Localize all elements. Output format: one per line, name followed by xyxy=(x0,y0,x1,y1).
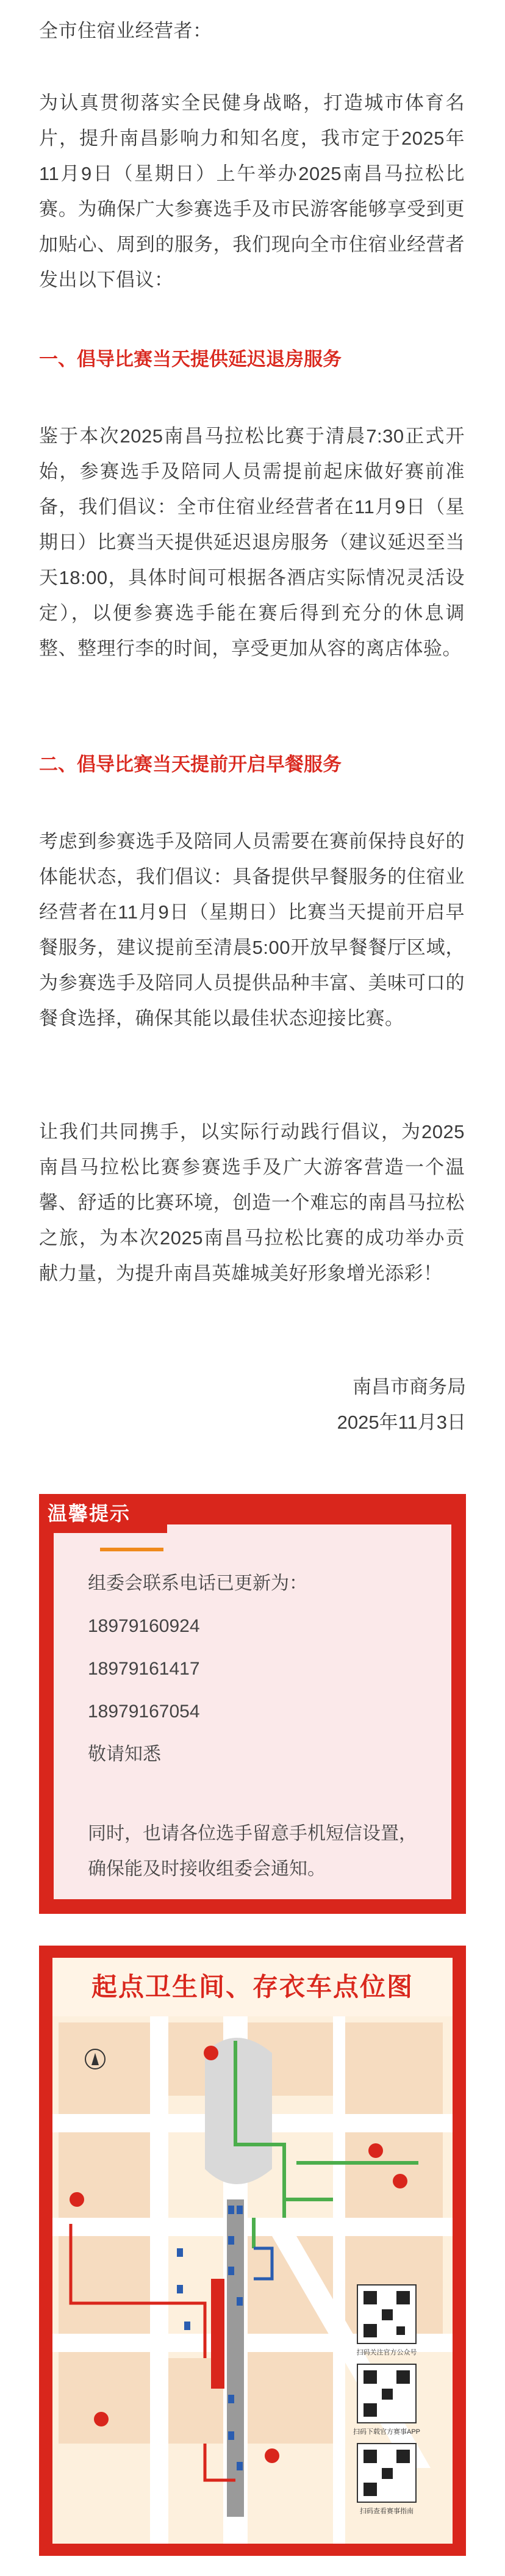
signature-org: 南昌市商务局 xyxy=(353,1376,466,1398)
qr2-caption: 扫码下载官方赛事APP xyxy=(353,2428,421,2436)
start-area-map xyxy=(52,2016,453,2544)
qr1-caption: 扫码关注官方公众号 xyxy=(356,2349,417,2356)
section1-paragraph: 鉴于本次2025南昌马拉松比赛于清晨7:30正式开始，参赛选手及陪同人员需提前起床做好赛前准备，我们倡议：全市住宿业经营者在11月9日（星期日）比赛当天提供延迟退房服务（建议延迟至当天18:00，具体时间可根据各酒店实际情况灵活设定），以便参赛选手能在赛后得到充分的休息调整、整理行李的时间，享受更加从容的离店体验。 xyxy=(39,425,465,659)
notice-phone-3: 18979167054 xyxy=(88,1701,200,1722)
notice-box xyxy=(39,1494,466,1914)
notice-line-sms: 同时，也请各位选手留意手机短信设置，确保能及时接收组委会通知。 xyxy=(88,1824,417,1879)
qr3-caption: 扫码查看赛事指南 xyxy=(360,2508,414,2515)
intro-paragraph: 为认真贯彻落实全民健身战略，打造城市体育名片，提升南昌影响力和知名度，我市定于2025年11月9日（星期日）上午举办2025南昌马拉松比赛。为确保广大参赛选手及市民游客能够享受到更加贴心、周到的服务，我们现向全市住宿业经营者发出以下倡议： xyxy=(39,92,465,290)
closing-paragraph: 让我们共同携手，以实际行动践行倡议，为2025南昌马拉松比赛参赛选手及广大游客营造一个温馨、舒适的比赛环境，创造一个难忘的南昌马拉松之旅，为本次2025南昌马拉松比赛的成功举办贡献力量，为提升南昌英雄城美好形象增光添彩！ xyxy=(39,1121,465,1284)
map-box xyxy=(39,1946,466,2556)
notice-phone-1: 18979160924 xyxy=(88,1616,200,1636)
notice-tab: 温馨提示 xyxy=(39,1494,167,1533)
salutation: 全市住宿业经营者： xyxy=(39,20,212,41)
notice-line-note: 敬请知悉 xyxy=(88,1744,161,1764)
notice-phone-2: 18979161417 xyxy=(88,1659,200,1679)
section1-heading: 一、倡导比赛当天提供延迟退房服务 xyxy=(39,348,342,370)
notice-underline xyxy=(100,1548,163,1551)
map-title: 起点卫生间、存衣车点位图 xyxy=(91,1972,414,2001)
signature-date: 2025年11月3日 xyxy=(337,1412,466,1433)
notice-line-contact: 组委会联系电话已更新为： xyxy=(88,1573,307,1593)
section2-paragraph: 考虑到参赛选手及陪同人员需要在赛前保持良好的体能状态，我们倡议：具备提供早餐服务的住宿业经营者在11月9日（星期日）比赛当天提前开启早餐服务，建议提前至清晨5:00开放早餐餐厅区域，为参赛选手及陪同人员提供品种丰富、美味可口的餐食选择，确保其能以最佳状态迎接比赛。 xyxy=(39,831,465,1029)
section2-heading: 二、倡导比赛当天提前开启早餐服务 xyxy=(39,754,342,775)
map-panel xyxy=(52,1958,453,2544)
